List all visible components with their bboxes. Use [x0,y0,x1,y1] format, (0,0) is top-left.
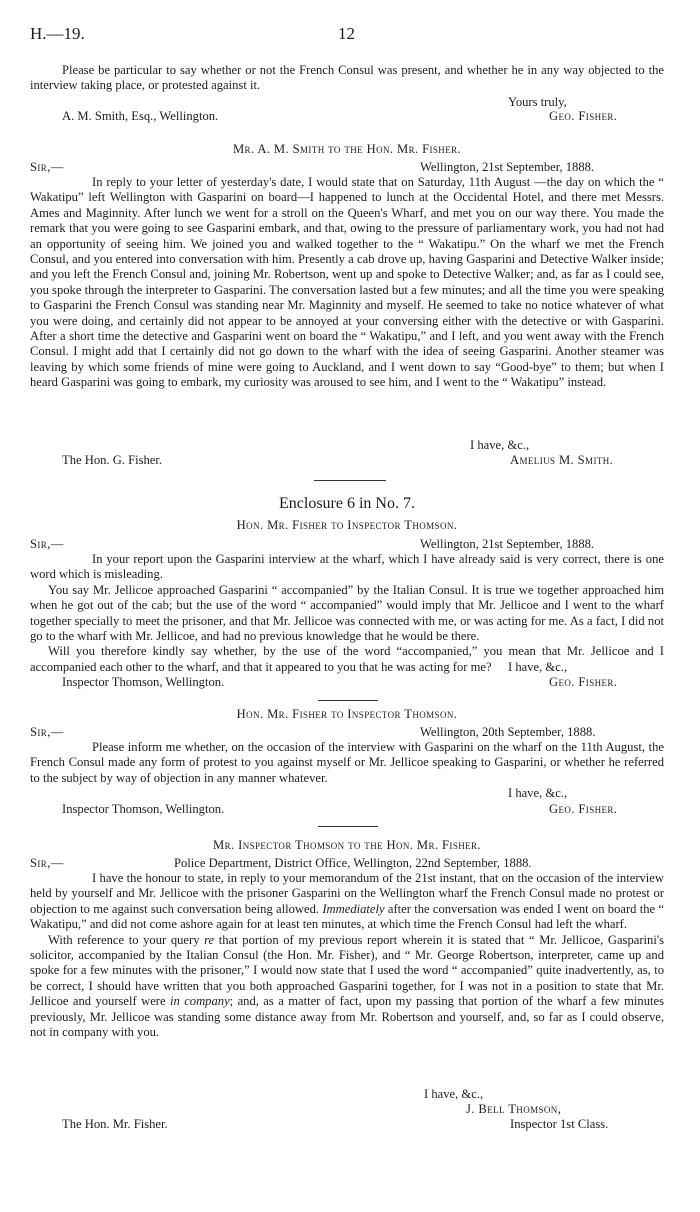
thomson-letter-salutation: Sir,— [30,856,64,870]
fisher-letter-body [30,740,664,786]
fisher-letter-closing: I have, &c., [508,786,568,800]
top-letter-paragraph [30,63,664,94]
smith-letter-closing: I have, &c., [470,438,530,452]
section-divider [314,480,386,481]
enclosure-addressee: Inspector Thomson, Wellington. [62,675,225,689]
thomson-letter-dateline: Police Department, District Office, Wellington, 22nd September, 1888. [174,856,532,870]
enclosure-heading: Hon. Mr. Fisher to Inspector Thomson. [236,518,458,532]
thomson-letter-signature: J. Bell Thomson, [466,1102,562,1116]
top-letter-text: Please be particular to say whether or not the French Consul was present, and whether he in any way objected to the interview taking place, or protested against it. [30,63,664,93]
thomson-p2-text-c: ; and, as a matter of fact, upon my passing that portion of the wharf a few minutes previously, Mr. Jellicoe was standing some distance away from Mr. Robertson and yourself, and, so far as I could observe, not in company with you. [30,994,664,1040]
thomson-letter-body [30,871,664,1040]
thomson-letter-title: Inspector 1st Class. [510,1117,609,1131]
enclosure-paragraph-2: You say Mr. Jellicoe approached Gasparini “ accompanied” by the Italian Consul. It is true we together approached him when he got out of the cab; but the use of the word “ accompanied” would imply that Mr. Jellicoe and I went to the wharf together specially to meet the prisoner, and that Mr. Jellicoe was connected with me, or was acting for me. As a fact, I did not go to the wharf with Mr. Jellicoe, and had no previous knowledge that he would be there. [30,582,664,644]
smith-letter-addressee: The Hon. G. Fisher. [62,453,163,467]
thomson-p1-emphasis: Immediately [322,901,385,916]
thomson-p2-emphasis: in company [170,994,230,1009]
thomson-letter-addressee: The Hon. Mr. Fisher. [62,1117,168,1131]
thomson-p2-re: re [204,932,215,947]
enclosure-title: Enclosure 6 in No. 7. [279,495,415,512]
page-number: 12 [338,24,355,43]
smith-letter-heading: Mr. A. M. Smith to the Hon. Mr. Fisher. [232,142,462,156]
thomson-letter-heading: Mr. Inspector Thomson to the Hon. Mr. Fisher. [213,838,481,852]
enclosure-signature: Geo. Fisher. [549,675,618,689]
fisher-letter-addressee: Inspector Thomson, Wellington. [62,802,225,816]
thomson-letter-paragraph-1 [30,871,664,933]
smith-letter-signature: Amelius M. Smith. [510,453,614,467]
thomson-p1-text-a: I have the honour to state, in reply to your memorandum of the 21st instant, that on the occasion of the interview held by yourself and Mr. Jellicoe with the prisoner Gasparini on the Wellington wharf the French Consul made no protest or objection to me against such conversation being allowed. [30,871,664,916]
top-letter-closing: Yours truly, [508,95,567,109]
enclosure-salutation: Sir,— [30,537,64,551]
section-divider [318,826,378,827]
fisher-letter-salutation: Sir,— [30,725,64,739]
enclosure-dateline: Wellington, 21st September, 1888. [420,537,595,551]
thomson-p2-text-a: With reference to your query [48,932,200,947]
enclosure-paragraph-1: In your report upon the Gasparini interview at the wharf, which I have already said is very correct, there is one word which is misleading. [30,552,664,582]
thomson-p2-text-b: that portion of my previous report wherein it is stated that “ Mr. Jellicoe, Gasparini's solicitor, accompanied by the Italian Consul (the Hon. Mr. Fisher), and “ Mr. George Robertson, interpreter, came up and spoke for a few minutes with the prisoner,” I would now state that I used the word “ accompanied” quite inadvertently, as, to be correct, I should have written that you both approached Gasparini together, for I was not in a position to state that Mr. Jellicoe and yourself were [30,932,665,1009]
section-divider [318,700,378,701]
fisher-letter-dateline: Wellington, 20th September, 1888. [420,725,596,739]
thomson-p1-text-b: after the conversation was ended I went on board the “ Wakatipu,” and did not come ashore again for at least ten minutes, at which time the French Consul had left the wharf. [30,901,664,932]
fisher-letter-heading: Hon. Mr. Fisher to Inspector Thomson. [236,707,458,721]
thomson-letter-paragraph-2 [30,933,664,1041]
enclosure-body [30,552,664,675]
fisher-letter-text: Please inform me whether, on the occasion of the interview with Gasparini on the wharf on the 11th August, the French Consul made any form of protest to you against myself or Mr. Jellicoe speaking to Gasparini, or whether he referred to the subject by way of objection in any manner whatever. [30,740,664,785]
enclosure-closing: I have, &c., [508,660,568,674]
smith-letter-salutation: Sir,— [30,160,64,174]
smith-letter-text: In reply to your letter of yesterday's date, I would state that on Saturday, 11th August —the day on which the “ Wakatipu” left Wellington with Gasparini on board—I happened to lunch at the Occidental Hotel, and there met Messrs. Ames and Maginnity. After lunch we went for a stroll on the Queen's Wharf, and met you on our way there. You made the remark that you were going to see Gasparini embark, and that, owing to the pressure of parliamentary work, you had not had an opportunity of seeing him. We joined you and walked together to the “ Wakatipu.” On the wharf we met the French Consul, and you entered into conversation with him. Presently a cab drove up, having Gasparini and Detective Walker inside; and you left the French Consul and, joining Mr. Robertson, went up and spoke to Detective Walker; and, as far as I could see, you spoke through the interpreter to Gasparini. The conversation lasted but a few minutes; and all the time you were speaking to Gasparini the French Consul was standing near Mr. Maginnity and myself. He seemed to take no notice whatever of what you were doing, and certainly did not appear to be annoyed at your conversing either with the detective or with Gasparini. After a short time the detective and Gasparini went on board the “ Wakatipu,” and I left, and you went away with the French Consul. I might add that I certainly did not go down to the wharf with the idea of seeing Gasparini. Another steamer was leaving by which some friends of mine were going to Auckland, and I went down to say “Good-bye” to them; but when I heard Gasparini was going to embark, my curiosity was aroused to see him, and I went to the “ Wakatipu” instead. [30,175,664,390]
enclosure-paragraph-3: Will you therefore kindly say whether, by the use of the word “accompanied,” you mean that Mr. Jellicoe and I accompanied each other to the wharf, and that it appeared to you that he was acting for me? [30,644,664,674]
document-reference: H.—19. [30,24,85,43]
top-letter-signature: Geo. Fisher. [549,109,618,123]
fisher-letter-signature: Geo. Fisher. [549,802,618,816]
top-letter-addressee: A. M. Smith, Esq., Wellington. [62,109,219,123]
smith-letter-dateline: Wellington, 21st September, 1888. [420,160,595,174]
thomson-letter-closing: I have, &c., [424,1087,484,1101]
smith-letter-body [30,175,664,391]
